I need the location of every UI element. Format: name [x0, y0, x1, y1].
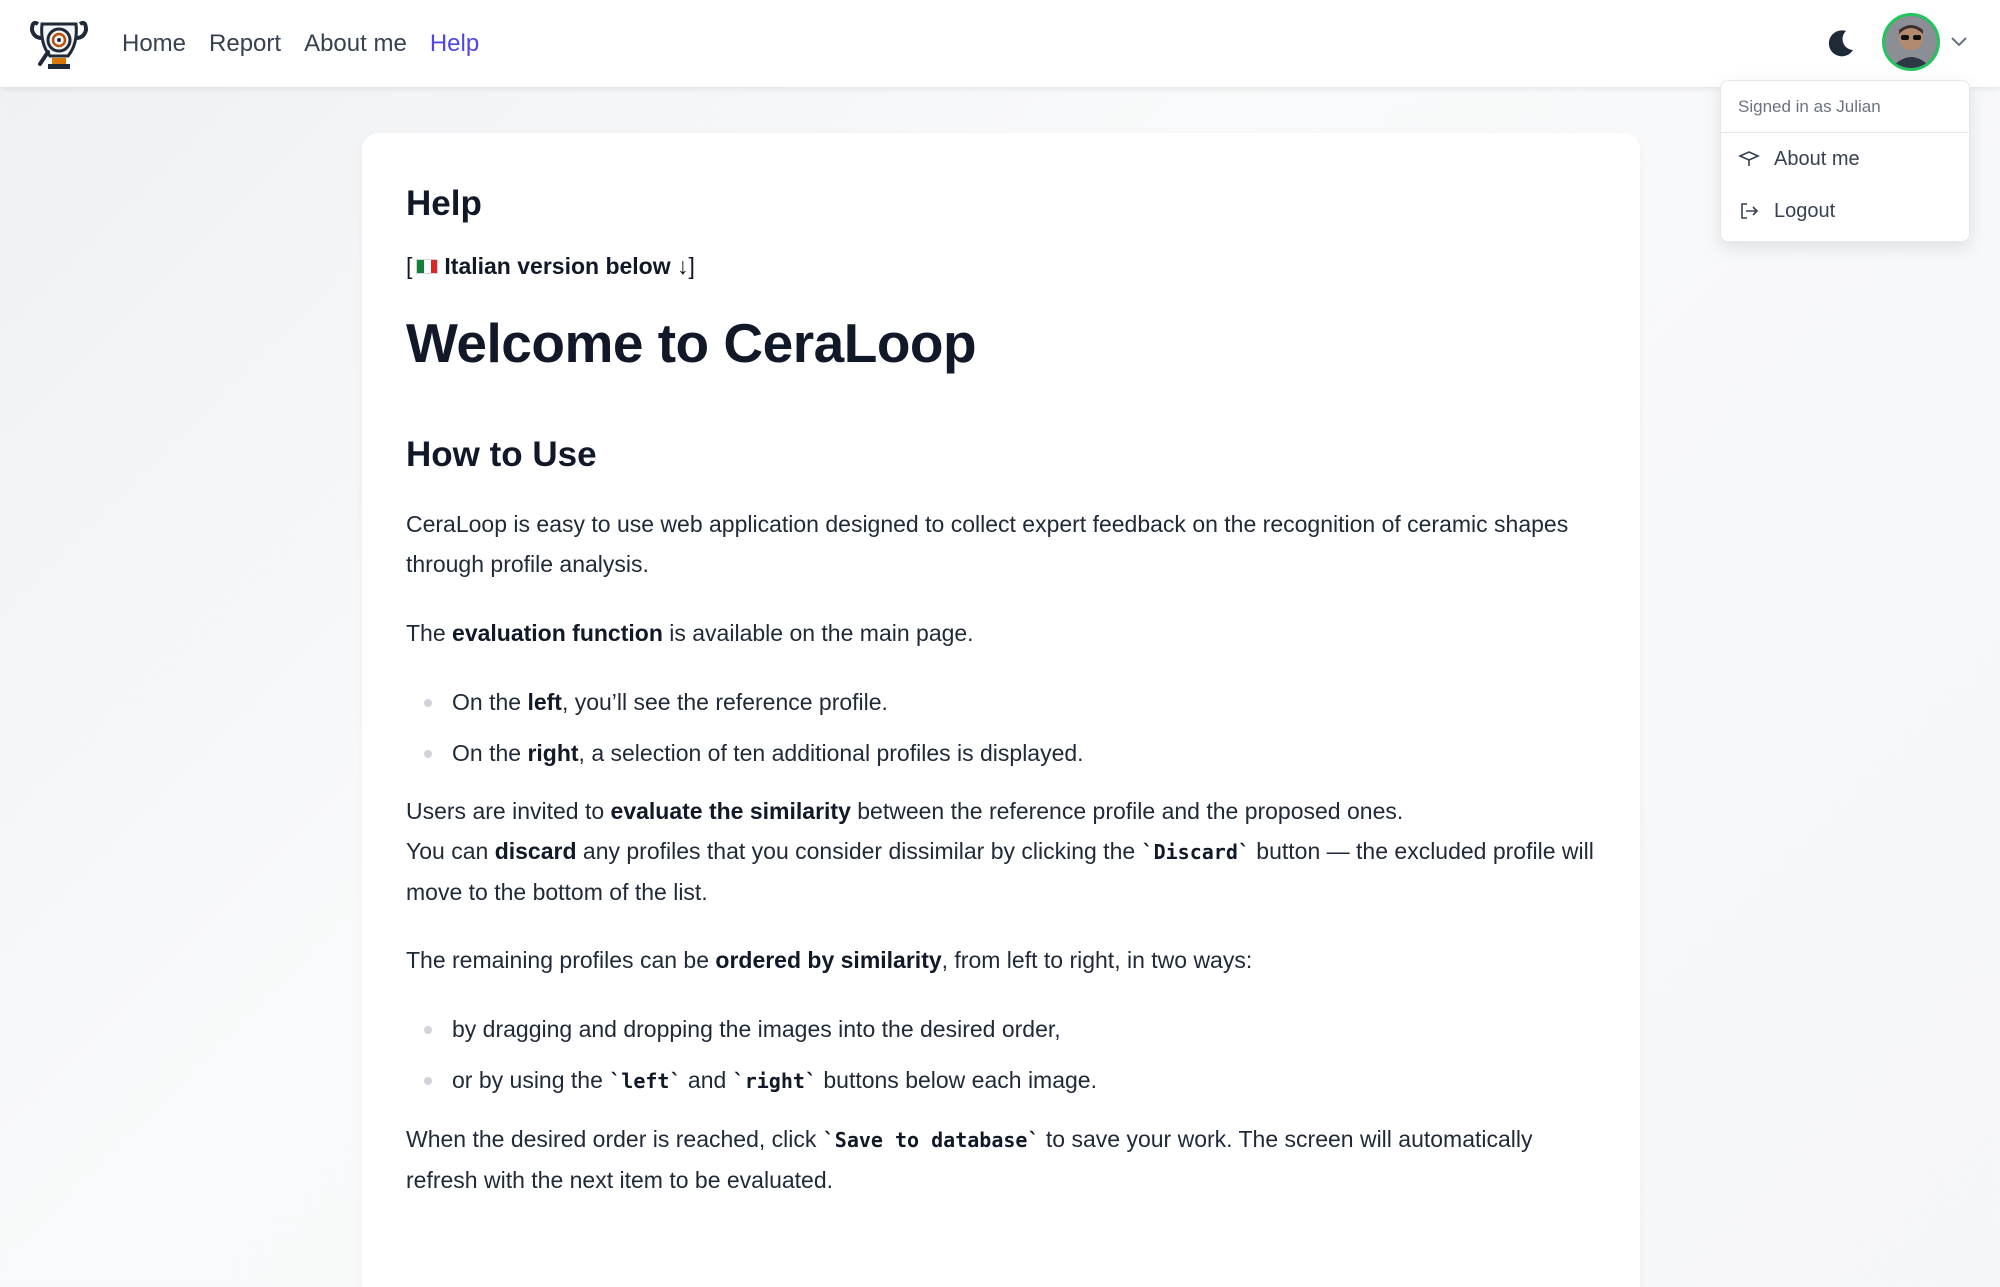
list-item: On the left, you’ll see the reference profile. — [406, 682, 1596, 722]
menu-item-logout[interactable] — [1721, 185, 1969, 237]
menu-item-about-me-label: About me — [1774, 147, 1860, 170]
logout-icon — [1738, 200, 1760, 222]
signed-in-label: Signed in as Julian — [1721, 81, 1969, 133]
how-to-use-heading: How to Use — [406, 435, 597, 474]
italy-flag-icon — [416, 259, 438, 274]
intro-paragraph: CeraLoop is easy to use web application designed to collect expert feedback on the recognition of ceramic shapes through profile analysis. — [406, 511, 1569, 577]
menu-item-about-me[interactable] — [1721, 133, 1969, 185]
list-item: by dragging and dropping the images into the desired order, — [406, 1009, 1596, 1049]
nav-help[interactable]: Help — [429, 29, 480, 57]
top-navbar — [0, 0, 2000, 87]
graduation-cap-icon — [1738, 148, 1760, 170]
italian-version-note[interactable]: [ Italian version below ↓ ] — [406, 253, 695, 279]
sides-list — [406, 682, 1596, 773]
evaluate-paragraph: Users are invited to evaluate the similarity between the reference profile and the proposed ones. You can discard any profiles that you consider dissimilar by clicking the `Discard` button — the excluded profile will move to the bottom of the list. — [406, 798, 1594, 905]
list-item: On the right, a selection of ten additional profiles is displayed. — [406, 733, 1596, 773]
save-paragraph: When the desired order is reached, click `Save to database` to save your work. The screen will automatically refresh with the next item to be evaluated. — [406, 1126, 1533, 1193]
ordering-list — [406, 1009, 1596, 1101]
help-card — [362, 133, 1640, 1287]
menu-item-logout-label: Logout — [1774, 199, 1836, 222]
evaluation-paragraph: The evaluation function is available on the main page. — [406, 620, 974, 646]
main-nav — [122, 0, 479, 87]
user-avatar[interactable] — [1882, 13, 1940, 71]
nav-about-me[interactable]: About me — [304, 29, 407, 57]
list-item: or by using the `left` and `right` buttons below each image. — [406, 1060, 1596, 1101]
nav-home[interactable]: Home — [122, 29, 187, 57]
ceraloop-logo-icon[interactable] — [28, 16, 90, 72]
page-title: Help — [406, 184, 482, 223]
user-dropdown-menu — [1720, 80, 1970, 242]
welcome-heading: Welcome to CeraLoop — [406, 312, 977, 374]
chevron-down-icon[interactable] — [1948, 30, 1970, 52]
ordering-paragraph: The remaining profiles can be ordered by similarity, from left to right, in two ways: — [406, 947, 1253, 973]
nav-report[interactable]: Report — [209, 29, 282, 57]
dark-mode-moon-icon[interactable] — [1824, 26, 1858, 60]
help-content — [406, 183, 1596, 1200]
italian-version-label: Italian version below ↓ — [444, 253, 689, 279]
